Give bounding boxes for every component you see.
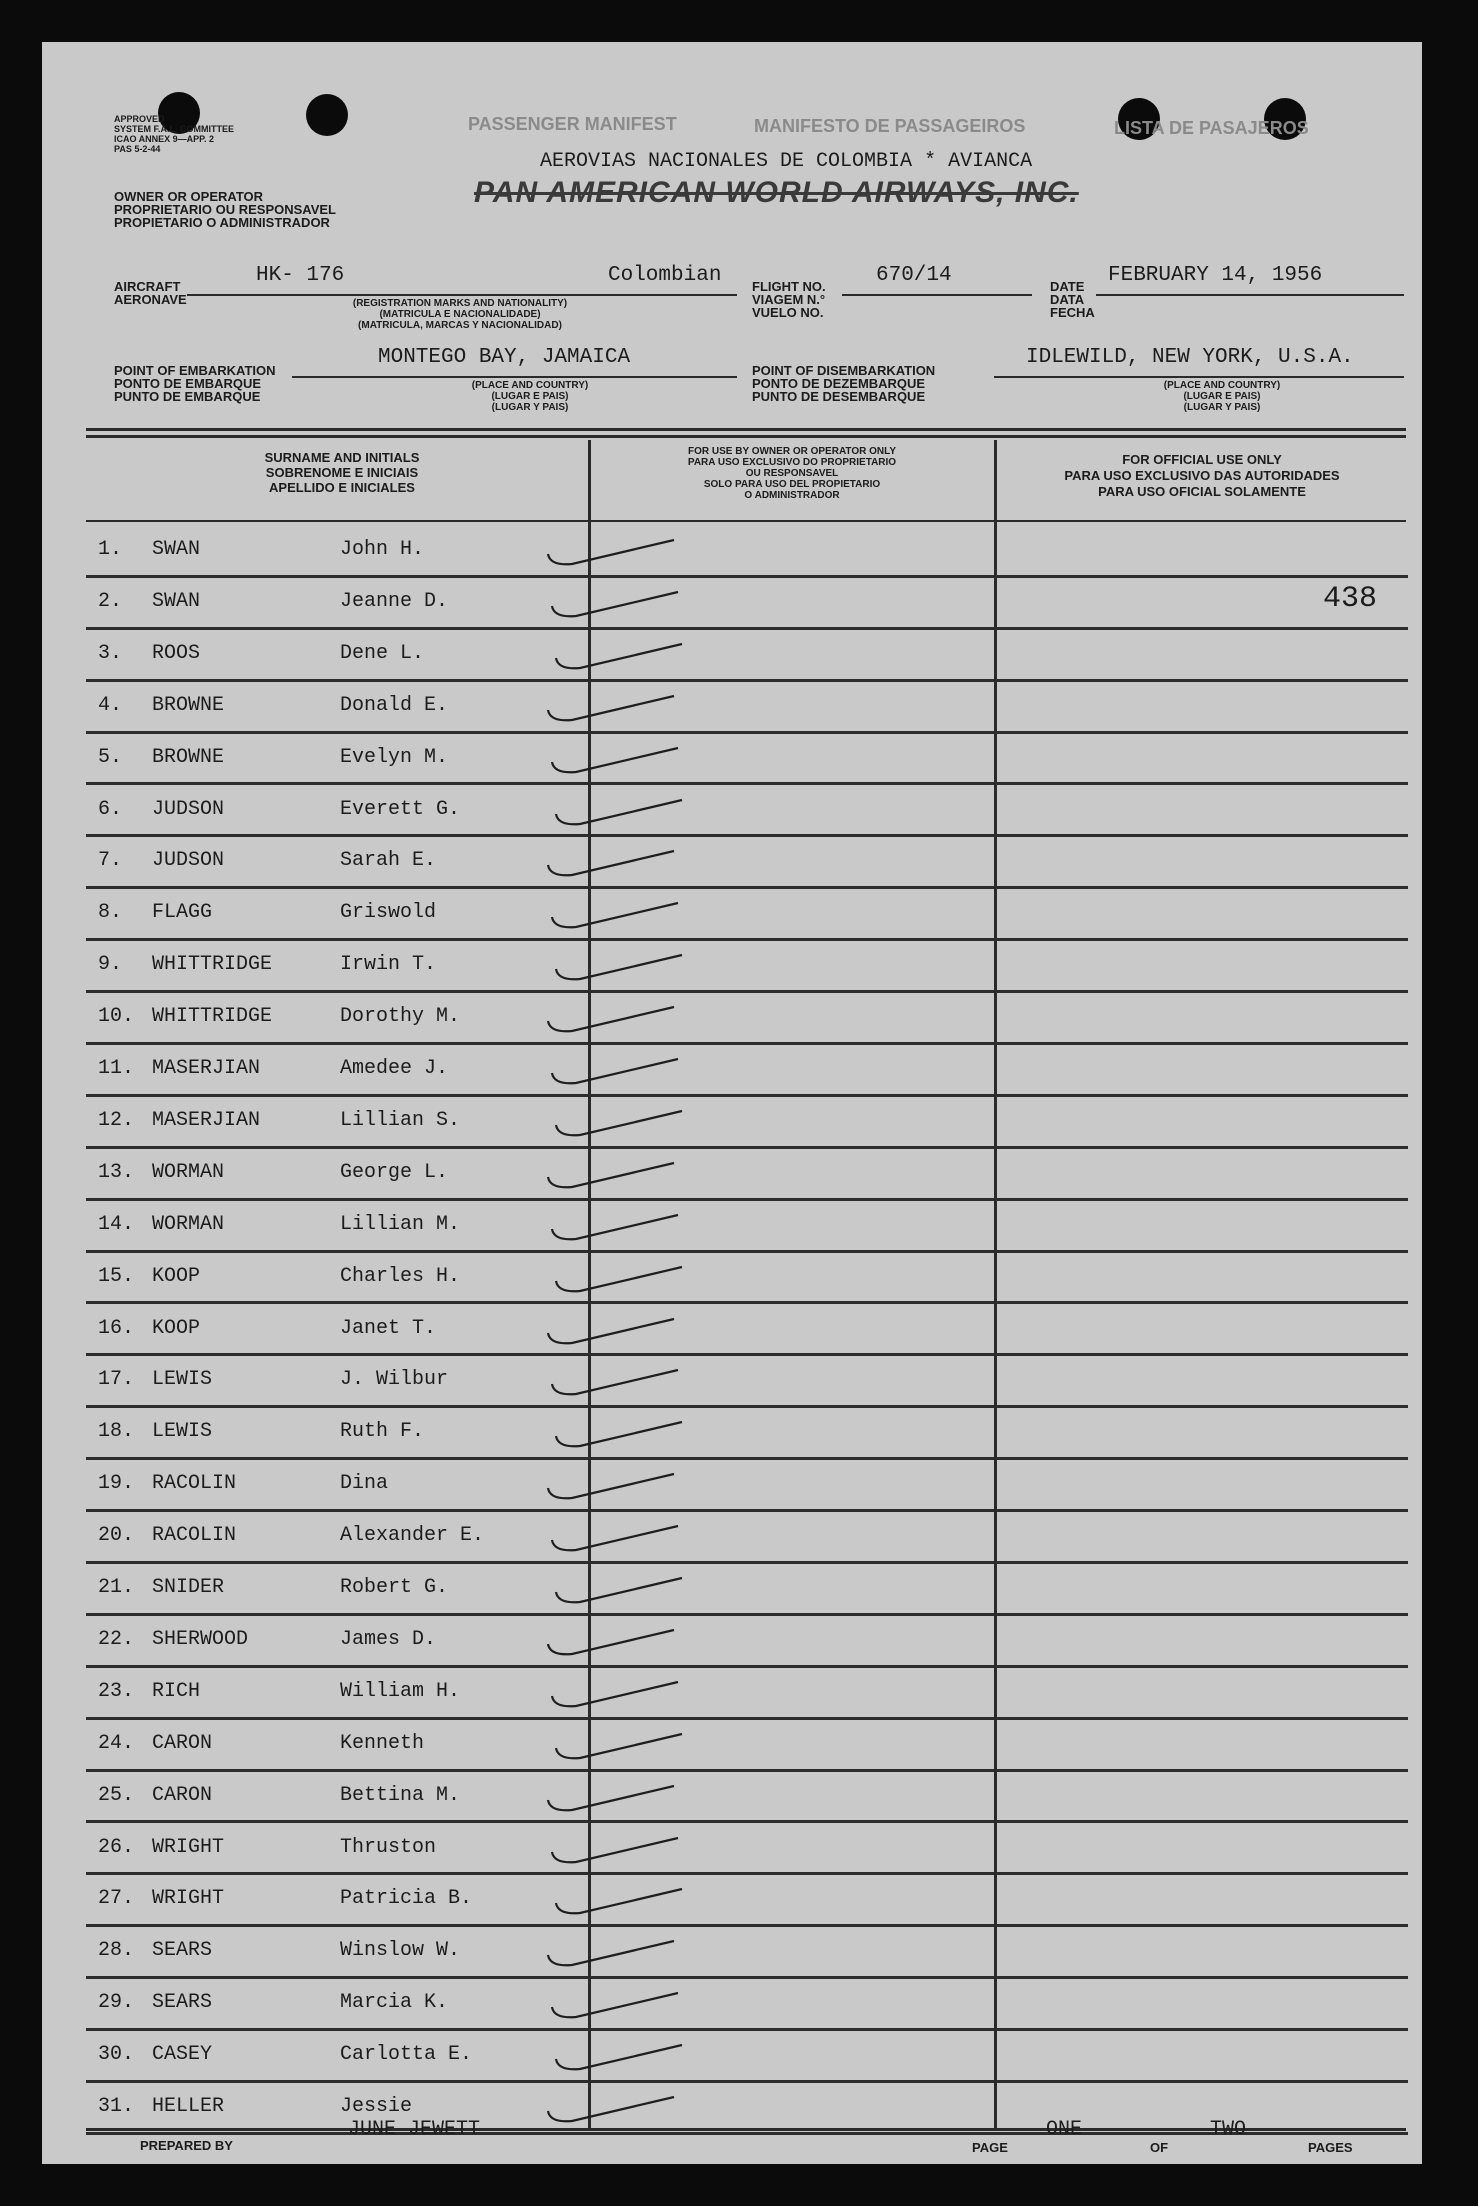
header-passenger-manifest: PASSENGER MANIFEST <box>468 114 677 134</box>
check-mark-icon <box>550 1412 690 1458</box>
passenger-number: 8. <box>98 901 123 925</box>
check-mark-icon <box>542 1776 682 1822</box>
table-row <box>42 1877 1422 1929</box>
passenger-surname: JUDSON <box>152 797 225 821</box>
column-header-line: PARA USO OFICIAL SOLAMENTE <box>1098 484 1306 499</box>
passenger-surname: BROWNE <box>152 745 225 769</box>
check-mark-icon <box>542 1309 682 1355</box>
check-mark-icon <box>546 582 686 628</box>
row-rule <box>86 1924 1408 1927</box>
embarkation-sub-label: (LUGAR Y PAIS) <box>491 402 569 413</box>
passenger-number: 26. <box>98 1835 135 1859</box>
table-row <box>42 1307 1422 1359</box>
table-row <box>42 1151 1422 1203</box>
passenger-given-name: Marcia K. <box>340 1991 449 2015</box>
disembarkation-labels <box>752 364 935 403</box>
prepared-value: JUNE JEWETT <box>348 2118 481 2141</box>
approval-line: SYSTEM F.A.L. COMMITTEE <box>114 124 235 134</box>
approval-block <box>114 114 234 154</box>
check-mark-icon <box>546 1360 686 1406</box>
column-header-operator <box>602 446 982 501</box>
check-mark-icon <box>542 2087 682 2133</box>
passenger-surname: SWAN <box>152 589 201 613</box>
check-mark-icon <box>546 1983 686 2029</box>
flight-line <box>842 294 1032 296</box>
row-rule <box>86 886 1408 889</box>
table-row <box>42 528 1422 580</box>
table-row <box>42 788 1422 840</box>
approval-line: APPROVED <box>114 114 165 124</box>
table-row <box>42 995 1422 1047</box>
passenger-surname: HELLER <box>152 2095 225 2118</box>
row-rule <box>86 1457 1408 1460</box>
passenger-surname: CASEY <box>152 2043 213 2067</box>
aircraft-sub-label: (REGISTRATION MARKS AND NATIONALITY) <box>352 298 568 309</box>
aircraft-label: AERONAVE <box>114 292 187 307</box>
page-value: ONE <box>1046 2118 1083 2141</box>
row-rule <box>86 575 1408 578</box>
table-row <box>42 1670 1422 1722</box>
column-header-line: OU RESPONSAVEL <box>745 468 839 479</box>
approval-line: PAS 5-2-44 <box>114 144 161 154</box>
table-row <box>42 839 1422 891</box>
passenger-given-name: William H. <box>340 1679 461 1703</box>
check-mark-icon <box>550 790 690 836</box>
date-value: FEBRUARY 14, 1956 <box>1108 264 1323 287</box>
table-row <box>42 1255 1422 1307</box>
row-rule <box>86 679 1408 682</box>
row-rule <box>86 1353 1408 1356</box>
row-rule <box>86 1042 1408 1045</box>
embarkation-label: PONTO DE EMBARQUE <box>114 376 262 391</box>
disembarkation-label: PUNTO DE DESEMBARQUE <box>752 389 926 404</box>
row-rule <box>86 2080 1408 2083</box>
passenger-number: 25. <box>98 1783 135 1807</box>
approval-line: ICAO ANNEX 9—APP. 2 <box>114 134 215 144</box>
passenger-surname: WHITTRIDGE <box>152 1005 273 1029</box>
embarkation-label: POINT OF EMBARKATION <box>114 363 276 378</box>
passenger-number: 22. <box>98 1627 135 1651</box>
passenger-surname: CARON <box>152 1783 213 1807</box>
column-header-line: SURNAME AND INITIALS <box>264 450 420 465</box>
pages-value: TWO <box>1210 2118 1247 2141</box>
owner-label: PROPIETARIO O ADMINISTRADOR <box>114 215 330 230</box>
owner-typed: AEROVIAS NACIONALES DE COLOMBIA * AVIANCA <box>540 150 1033 173</box>
passenger-surname: ROOS <box>152 641 201 665</box>
check-mark-icon <box>542 530 682 576</box>
column-header-line: SOLO PARA USO DEL PROPIETARIO <box>703 479 881 490</box>
passenger-number: 7. <box>98 849 123 873</box>
check-mark-icon <box>542 1931 682 1977</box>
passenger-number: 29. <box>98 1991 135 2015</box>
passenger-given-name: Dene L. <box>340 641 425 665</box>
check-mark-icon <box>546 1516 686 1562</box>
header-manifesto: MANIFESTO DE PASSAGEIROS <box>754 116 1026 136</box>
owner-struck: PAN AMERICAN WORLD AIRWAYS, INC. <box>474 176 1079 209</box>
row-rule <box>86 1561 1408 1564</box>
owner-labels <box>114 190 336 229</box>
embarkation-sub-label: (PLACE AND COUNTRY) <box>471 380 589 391</box>
passenger-surname: SNIDER <box>152 1576 225 1599</box>
aircraft-sub-label: (MATRICULA, MARCAS Y NACIONALIDAD) <box>358 320 562 331</box>
passenger-number: 23. <box>98 1679 135 1703</box>
row-rule <box>86 1665 1408 1668</box>
passenger-surname: WORMAN <box>152 1212 225 1236</box>
passenger-given-name: Janet T. <box>340 1316 437 1340</box>
passenger-number: 11. <box>98 1057 135 1080</box>
passenger-surname: WRIGHT <box>152 1835 225 1859</box>
row-rule <box>86 2028 1408 2031</box>
table-row <box>42 1514 1422 1566</box>
row-rule <box>86 1250 1408 1253</box>
passenger-number: 10. <box>98 1005 135 1029</box>
passenger-surname: RICH <box>152 1679 201 1703</box>
passenger-number: 20. <box>98 1524 135 1548</box>
row-rule <box>86 1146 1408 1149</box>
row-rule <box>86 1198 1408 1201</box>
passenger-number: 16. <box>98 1316 135 1340</box>
check-mark-icon <box>542 997 682 1043</box>
column-header-names <box>172 450 512 495</box>
passenger-number: 13. <box>98 1160 135 1184</box>
passenger-number: 15. <box>98 1264 135 1288</box>
embarkation-line <box>292 376 737 378</box>
row-rule <box>86 834 1408 837</box>
row-rule <box>86 938 1408 941</box>
passenger-given-name: Bettina M. <box>340 1783 461 1807</box>
disembarkation-value: IDLEWILD, NEW YORK, U.S.A. <box>1026 346 1354 369</box>
check-mark-icon <box>546 1049 686 1095</box>
flight-value: 670/14 <box>876 264 952 287</box>
passenger-given-name: Sarah E. <box>340 849 437 873</box>
passenger-given-name: Kenneth <box>340 1731 425 1755</box>
header-lista: LISTA DE PASAJEROS <box>1114 118 1309 138</box>
passenger-surname: SEARS <box>152 1991 213 2015</box>
passenger-number: 5. <box>98 745 123 769</box>
date-label: FECHA <box>1050 305 1095 320</box>
embarkation-labels <box>114 364 276 403</box>
passenger-number: 2. <box>98 589 123 613</box>
punch-hole <box>306 94 348 136</box>
column-header-line: FOR OFFICIAL USE ONLY <box>1122 452 1282 467</box>
check-mark-icon <box>546 1828 686 1874</box>
date-label: DATE <box>1050 279 1085 294</box>
passenger-number: 1. <box>98 538 123 561</box>
of-label: OF <box>1150 2140 1169 2155</box>
check-mark-icon <box>542 1620 682 1666</box>
table-row <box>42 1566 1422 1618</box>
flight-label: VUELO NO. <box>752 305 824 320</box>
table-row <box>42 1099 1422 1151</box>
date-label: DATA <box>1050 292 1085 307</box>
passenger-number: 4. <box>98 693 123 717</box>
check-mark-icon <box>550 1879 690 1925</box>
official-use-value: 438 <box>1322 581 1377 616</box>
passenger-number: 18. <box>98 1420 135 1444</box>
passenger-given-name: Robert G. <box>340 1576 449 1599</box>
passenger-surname: RACOLIN <box>152 1472 237 1496</box>
check-mark-icon <box>546 1672 686 1718</box>
row-rule <box>86 1509 1408 1512</box>
column-header-line: O ADMINISTRADOR <box>744 490 840 501</box>
passenger-surname: JUDSON <box>152 849 225 873</box>
check-mark-icon <box>542 686 682 732</box>
table-row <box>42 1774 1422 1826</box>
passenger-given-name: Patricia B. <box>340 1887 473 1911</box>
embarkation-label: PUNTO DE EMBARQUE <box>114 389 261 404</box>
table-row <box>42 943 1422 995</box>
disembarkation-sub-label: (LUGAR E PAIS) <box>1183 391 1261 402</box>
disembarkation-line <box>994 376 1404 378</box>
passenger-given-name: Winslow W. <box>340 1939 461 1963</box>
table-row <box>42 1410 1422 1462</box>
flight-label: FLIGHT NO. <box>752 279 826 294</box>
disembarkation-sub-labels <box>1122 380 1322 413</box>
column-header-line: APELLIDO E INICIALES <box>269 480 415 495</box>
row-rule <box>86 1872 1408 1875</box>
row-rule <box>86 627 1408 630</box>
passenger-surname: CARON <box>152 1731 213 1755</box>
aircraft-value: HK- 176 <box>256 264 345 287</box>
table-row <box>42 736 1422 788</box>
passenger-given-name: Thruston <box>340 1835 437 1859</box>
aircraft-sub-labels <box>300 298 620 331</box>
table-row <box>42 1722 1422 1774</box>
passenger-surname: WORMAN <box>152 1160 225 1184</box>
embarkation-sub-labels <box>430 380 630 413</box>
disembarkation-sub-label: (LUGAR Y PAIS) <box>1183 402 1261 413</box>
check-mark-icon <box>550 2035 690 2081</box>
passenger-given-name: Griswold <box>340 901 437 925</box>
embarkation-value: MONTEGO BAY, JAMAICA <box>378 346 631 369</box>
passenger-surname: SHERWOOD <box>152 1627 249 1651</box>
passenger-given-name: Irwin T. <box>340 953 437 977</box>
check-mark-icon <box>550 1257 690 1303</box>
row-rule <box>86 1405 1408 1408</box>
table-top-rule <box>86 428 1406 431</box>
table-row <box>42 632 1422 684</box>
table-row <box>42 1929 1422 1981</box>
passenger-given-name: Jeanne D. <box>340 589 449 613</box>
passenger-given-name: Amedee J. <box>340 1057 449 1080</box>
aircraft-sub-label: (MATRICULA E NACIONALIDADE) <box>379 309 541 320</box>
row-rule <box>86 731 1408 734</box>
pages-label: PAGES <box>1308 2140 1353 2155</box>
passenger-number: 24. <box>98 1731 135 1755</box>
column-header-line: SOBRENOME E INICIAIS <box>265 465 419 480</box>
passenger-given-name: Ruth F. <box>340 1420 425 1444</box>
check-mark-icon <box>550 1101 690 1147</box>
disembarkation-label: PONTO DE DEZEMBARQUE <box>752 376 926 391</box>
passenger-given-name: Alexander E. <box>340 1524 485 1548</box>
column-header-line: PARA USO EXCLUSIVO DAS AUTORIDADES <box>1064 468 1340 483</box>
passenger-given-name: Lillian S. <box>340 1108 461 1132</box>
passenger-number: 28. <box>98 1939 135 1963</box>
check-mark-icon <box>550 1568 690 1614</box>
table-row <box>42 891 1422 943</box>
page-label: PAGE <box>972 2140 1008 2155</box>
column-header-line: FOR USE BY OWNER OR OPERATOR ONLY <box>688 446 896 457</box>
disembarkation-label: POINT OF DISEMBARKATION <box>752 363 936 378</box>
check-mark-icon <box>542 1464 682 1510</box>
row-rule <box>86 1301 1408 1304</box>
check-mark-icon <box>546 738 686 784</box>
table-row <box>42 1462 1422 1514</box>
passenger-given-name: John H. <box>340 538 425 561</box>
row-rule <box>86 782 1408 785</box>
check-mark-icon <box>546 1205 686 1251</box>
table-row <box>42 1047 1422 1099</box>
column-header-official <box>1002 452 1402 500</box>
passenger-surname: BROWNE <box>152 693 225 717</box>
passenger-number: 9. <box>98 953 123 977</box>
date-labels <box>1050 280 1095 319</box>
passenger-given-name: Jessie <box>340 2095 413 2118</box>
row-rule <box>86 1613 1408 1616</box>
column-header-line: PARA USO EXCLUSIVO DO PROPRIETARIO <box>687 457 897 468</box>
check-mark-icon <box>542 841 682 887</box>
passenger-given-name: Dorothy M. <box>340 1005 461 1029</box>
passenger-surname: LEWIS <box>152 1420 213 1444</box>
passenger-number: 31. <box>98 2095 135 2118</box>
check-mark-icon <box>546 893 686 939</box>
passenger-given-name: Evelyn M. <box>340 745 449 769</box>
passenger-surname: MASERJIAN <box>152 1108 261 1132</box>
table-row <box>42 580 1422 632</box>
passenger-number: 14. <box>98 1212 135 1236</box>
check-mark-icon <box>550 634 690 680</box>
table-row <box>42 1203 1422 1255</box>
owner-label: OWNER OR OPERATOR <box>114 189 264 204</box>
passenger-given-name: J. Wilbur <box>340 1368 449 1392</box>
passenger-given-name: Dina <box>340 1472 389 1496</box>
manifest-sheet <box>42 42 1422 2164</box>
passenger-given-name: Donald E. <box>340 693 449 717</box>
passenger-surname: MASERJIAN <box>152 1057 261 1080</box>
embarkation-sub-label: (LUGAR E PAIS) <box>491 391 569 402</box>
passenger-surname: FLAGG <box>152 901 213 925</box>
owner-label: PROPRIETARIO OU RESPONSAVEL <box>114 202 336 217</box>
aircraft-labels <box>114 280 187 306</box>
check-mark-icon <box>542 1153 682 1199</box>
passenger-surname: RACOLIN <box>152 1524 237 1548</box>
passenger-given-name: George L. <box>340 1160 449 1184</box>
table-row <box>42 1826 1422 1878</box>
passenger-surname: WHITTRIDGE <box>152 953 273 977</box>
passenger-surname: KOOP <box>152 1264 201 1288</box>
date-line <box>1096 294 1404 296</box>
passenger-given-name: Carlotta E. <box>340 2043 473 2067</box>
passenger-given-name: Charles H. <box>340 1264 461 1288</box>
passenger-surname: KOOP <box>152 1316 201 1340</box>
passenger-number: 12. <box>98 1108 135 1132</box>
table-row <box>42 2033 1422 2085</box>
table-bottom-rule <box>86 2128 1406 2131</box>
row-rule <box>86 1769 1408 1772</box>
row-rule <box>86 1820 1408 1823</box>
row-rule <box>86 1094 1408 1097</box>
table-row <box>42 684 1422 736</box>
passenger-given-name: Everett G. <box>340 797 461 821</box>
passenger-number: 3. <box>98 641 123 665</box>
row-rule <box>86 990 1408 993</box>
passenger-number: 30. <box>98 2043 135 2067</box>
column-header-rule <box>86 520 1406 522</box>
disembarkation-sub-label: (PLACE AND COUNTRY) <box>1163 380 1281 391</box>
check-mark-icon <box>550 945 690 991</box>
check-mark-icon <box>550 1724 690 1770</box>
passenger-surname: SEARS <box>152 1939 213 1963</box>
row-rule <box>86 1976 1408 1979</box>
flight-labels <box>752 280 826 319</box>
table-top-rule <box>86 435 1406 438</box>
passenger-number: 6. <box>98 797 123 821</box>
passenger-surname: LEWIS <box>152 1368 213 1392</box>
passenger-surname: WRIGHT <box>152 1887 225 1911</box>
passenger-number: 17. <box>98 1368 135 1392</box>
aircraft-line <box>187 294 737 296</box>
passenger-given-name: Lillian M. <box>340 1212 461 1236</box>
table-row <box>42 1981 1422 2033</box>
table-row <box>42 1358 1422 1410</box>
table-row <box>42 1618 1422 1670</box>
passenger-number: 21. <box>98 1576 135 1599</box>
passenger-number: 27. <box>98 1887 135 1911</box>
passenger-given-name: James D. <box>340 1627 437 1651</box>
passenger-number: 19. <box>98 1472 135 1496</box>
flight-label: VIAGEM N.° <box>752 292 826 307</box>
prepared-label: PREPARED BY <box>140 2138 233 2153</box>
passenger-surname: SWAN <box>152 538 201 561</box>
row-rule <box>86 1717 1408 1720</box>
aircraft-label: AIRCRAFT <box>114 279 181 294</box>
aircraft-nationality: Colombian <box>608 264 722 287</box>
